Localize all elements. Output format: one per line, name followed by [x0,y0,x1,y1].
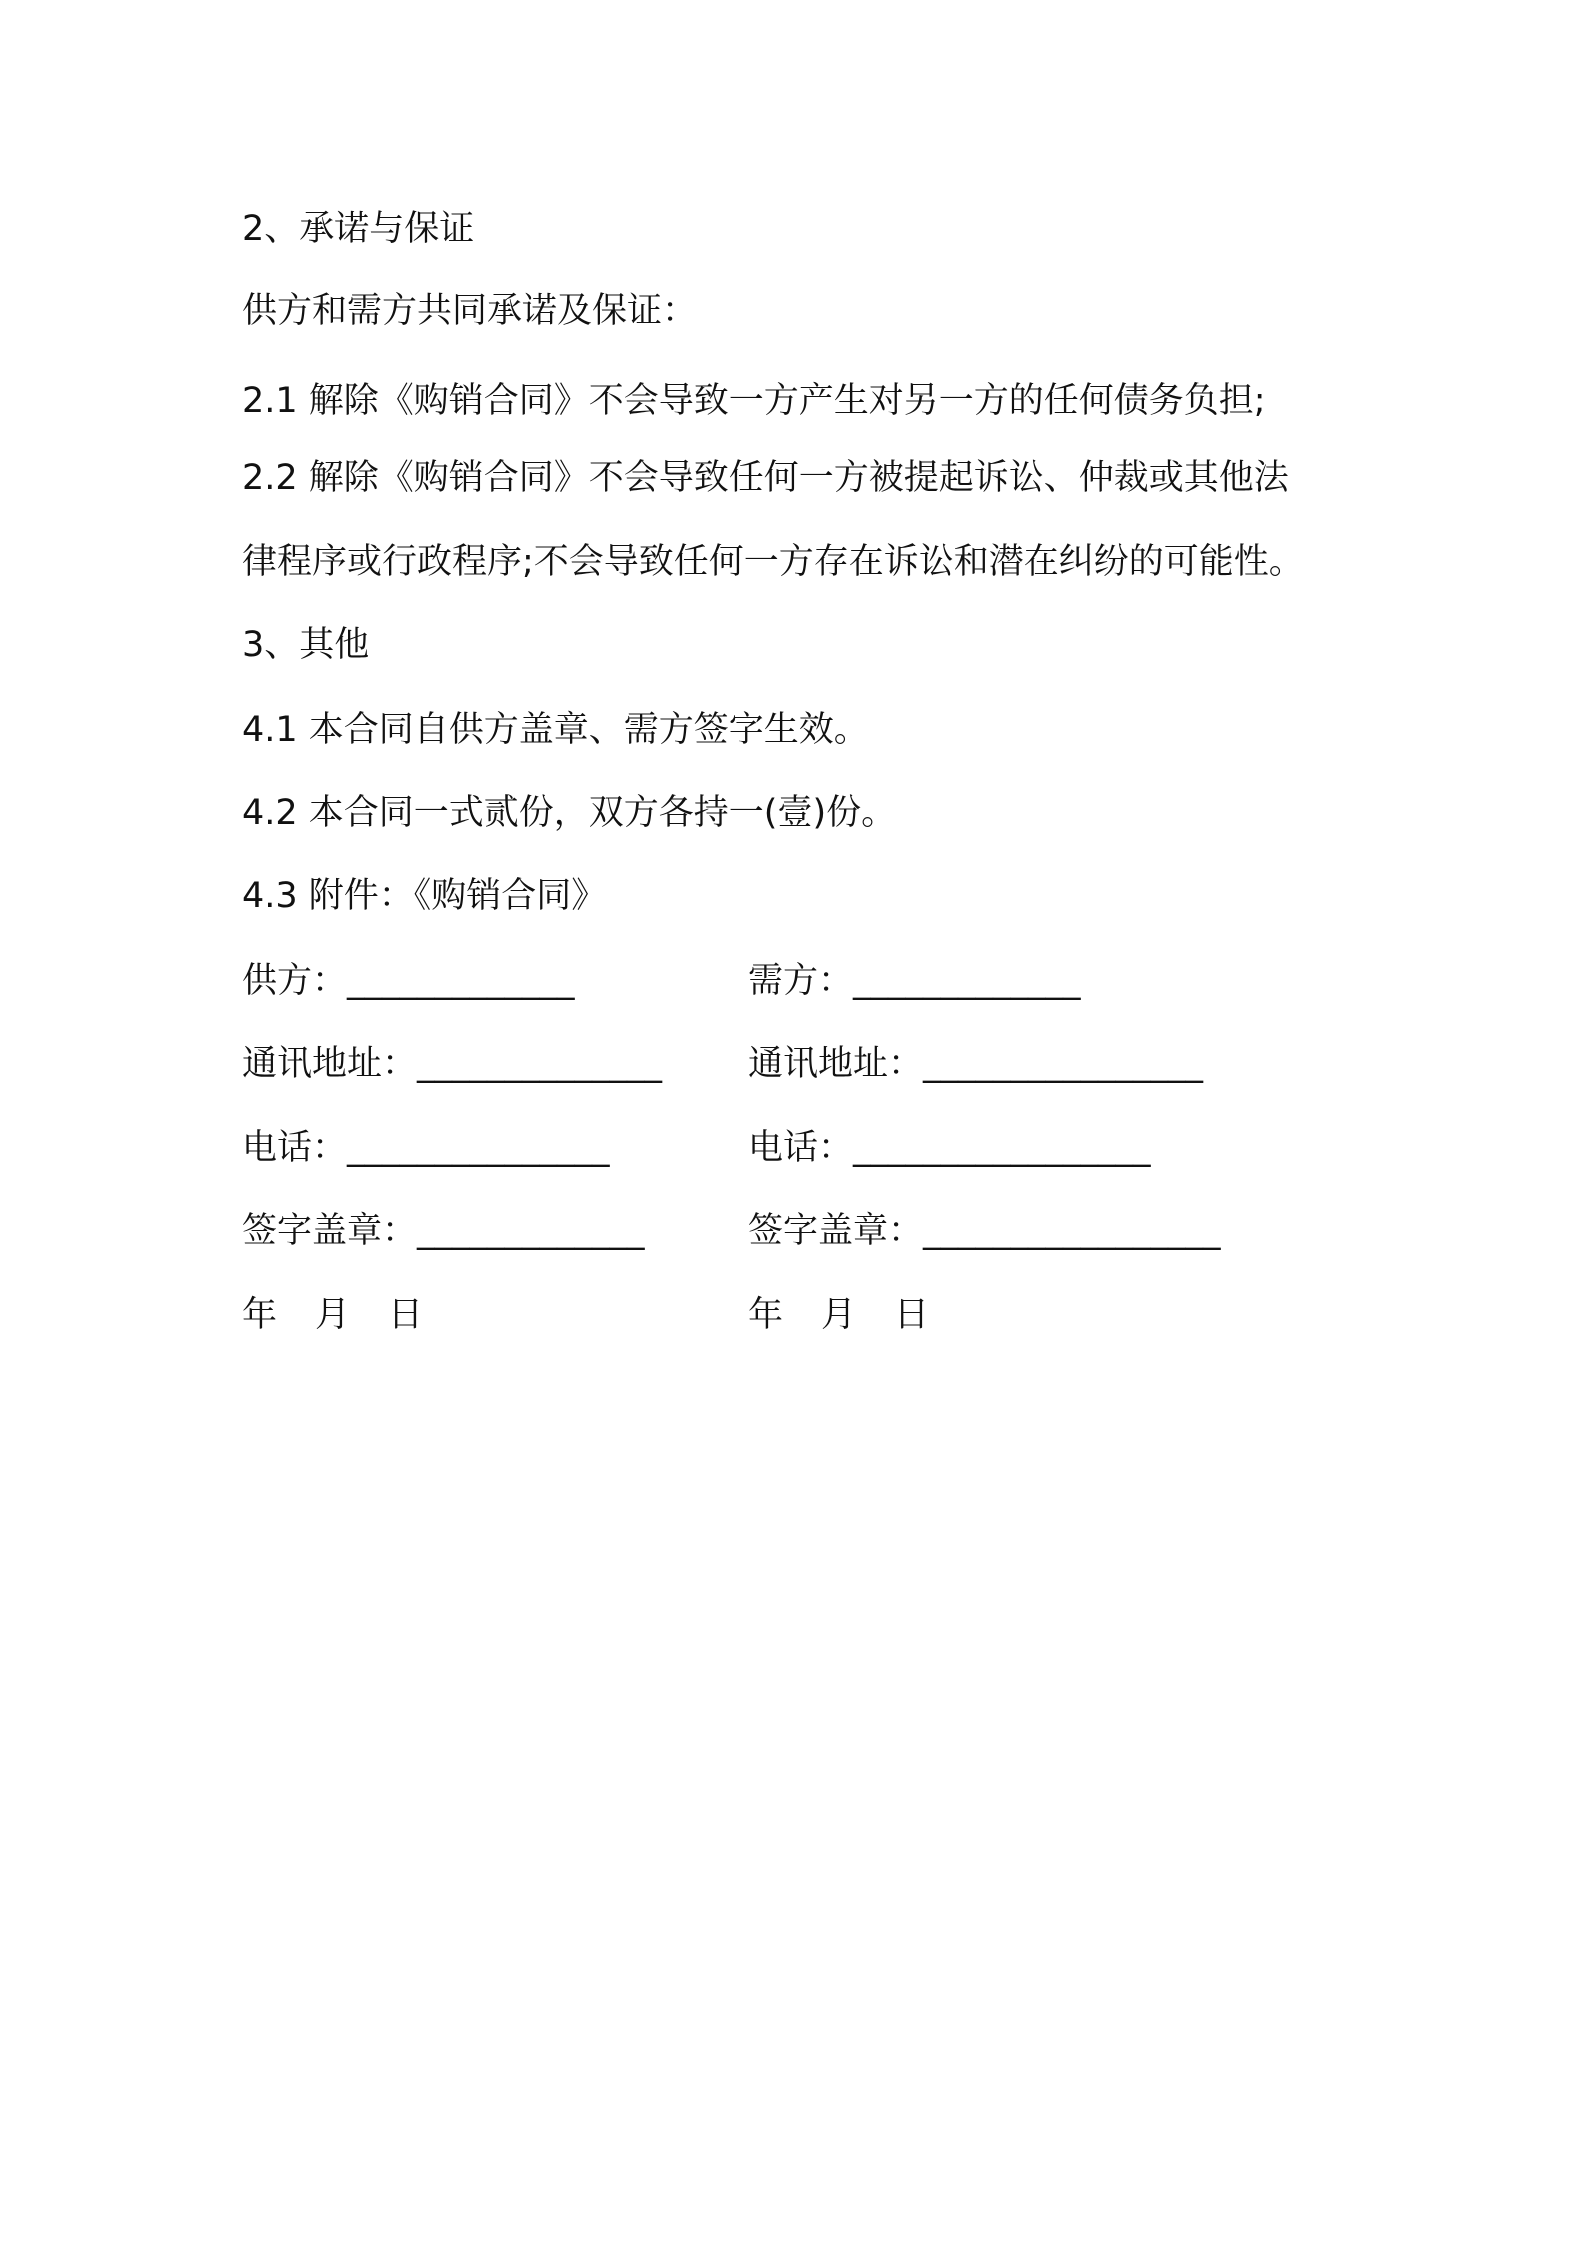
signature-row-address [242,1041,1342,1087]
supplier-seal-blank: _____________ [417,1211,645,1251]
supplier-date [242,1292,423,1338]
clause-2-1: 2.1 解除《购销合同》不会导致一方产生对另一方的任何债务负担; [242,381,1266,421]
buyer-address-field [748,1041,1203,1087]
supplier-phone-blank: _______________ [347,1128,610,1168]
buyer-address-blank: ________________ [923,1044,1204,1084]
supplier-date-day: 日 [388,1295,424,1335]
buyer-date [748,1292,929,1338]
supplier-field [242,958,575,1004]
supplier-date-year: 年 [242,1295,278,1335]
clause-2-2-line-2: 律程序或行政程序;不会导致任何一方存在诉讼和潜在纠纷的可能性。 [242,542,1304,582]
buyer-address-label: 通讯地址： [748,1044,924,1084]
clause-4-3: 4.3 附件：《购销合同》 [242,876,607,916]
supplier-phone-field [242,1125,610,1171]
buyer-phone-field [748,1125,1151,1171]
buyer-phone-label: 电话： [748,1128,854,1168]
buyer-date-month: 月 [821,1295,857,1335]
supplier-address-field [242,1041,662,1087]
section-3-heading: 3、其他 [242,625,370,665]
buyer-field [748,958,1081,1004]
signature-row-party [242,958,1342,1004]
signature-row-phone [242,1125,1342,1171]
buyer-date-day: 日 [894,1295,930,1335]
clause-4-1: 4.1 本合同自供方盖章、需方签字生效。 [242,710,869,750]
supplier-address-label: 通讯地址： [242,1044,418,1084]
supplier-phone-label: 电话： [242,1128,348,1168]
supplier-address-blank: ______________ [417,1044,663,1084]
buyer-blank: _____________ [853,961,1081,1001]
buyer-seal-label: 签字盖章： [748,1211,924,1251]
buyer-seal-field [748,1208,1221,1254]
supplier-seal-field [242,1208,645,1254]
supplier-date-month: 月 [315,1295,351,1335]
supplier-seal-label: 签字盖章： [242,1211,418,1251]
supplier-blank: _____________ [347,961,575,1001]
buyer-label: 需方： [748,961,854,1001]
signature-row-seal [242,1208,1342,1254]
clause-4-2: 4.2 本合同一式贰份，双方各持一(壹)份。 [242,793,897,833]
clause-2-2-line-1: 2.2 解除《购销合同》不会导致任何一方被提起诉讼、仲裁或其他法 [242,458,1289,498]
buyer-seal-blank: _________________ [923,1211,1221,1251]
supplier-label: 供方： [242,961,348,1001]
signature-row-date [242,1292,1342,1338]
buyer-date-year: 年 [748,1295,784,1335]
section-2-heading: 2、承诺与保证 [242,209,475,249]
buyer-phone-blank: _________________ [853,1128,1151,1168]
section-2-intro: 供方和需方共同承诺及保证： [242,291,698,331]
